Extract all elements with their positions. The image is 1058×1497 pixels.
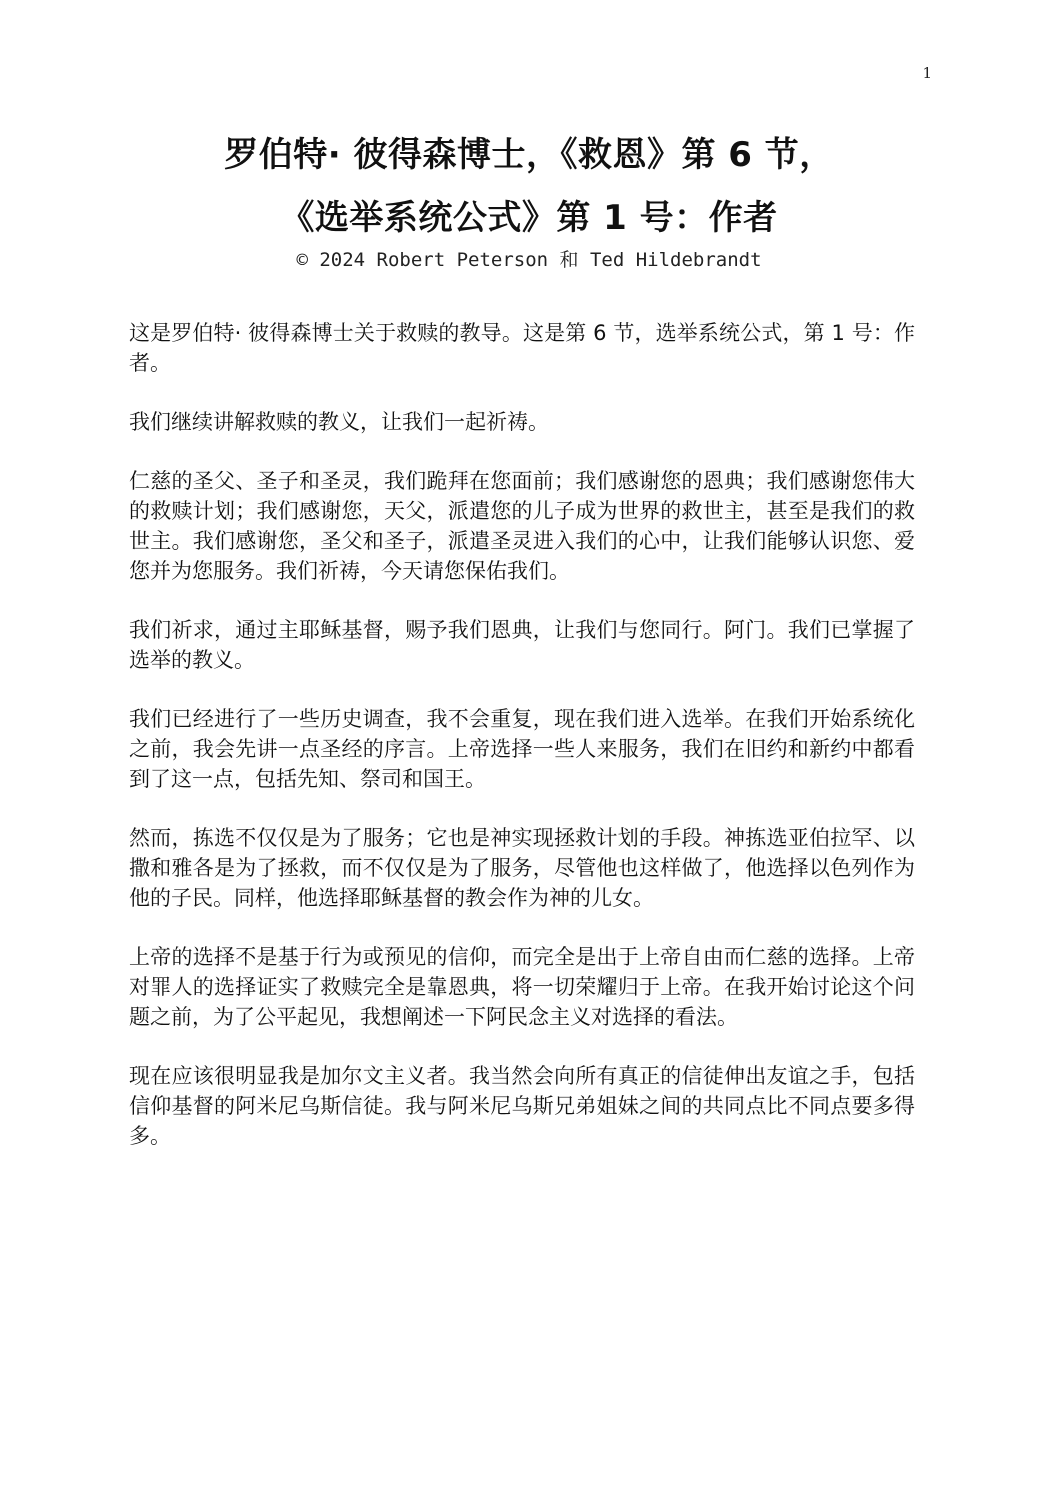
- paragraph: 仁慈的圣父、圣子和圣灵，我们跪拜在您面前；我们感谢您的恩典；我们感谢您伟大的救赎计划；我们感谢您，天父，派遣您的儿子成为世界的救世主，甚至是我们的救世主。我们感谢您，圣父和圣子，派遣圣灵进入我们的心中，让我们能够认识您、爱您并为您服务。我们祈祷，今天请您保佑我们。: [129, 469, 915, 583]
- paragraph: 上帝的选择不是基于行为或预见的信仰，而完全是出于上帝自由而仁慈的选择。上帝对罪人的选择证实了救赎完全是靠恩典，将一切荣耀归于上帝。在我开始讨论这个问题之前，为了公平起见，我想阐述一下阿民念主义对选择的看法。: [129, 945, 915, 1029]
- paragraph: 我们祈求，通过主耶稣基督，赐予我们恩典，让我们与您同行。阿门。我们已掌握了选举的教义。: [129, 618, 915, 672]
- title-line-1: 罗伯特· 彼得森博士，《救恩》第 6 节，: [224, 135, 834, 175]
- page-number: 1: [922, 64, 932, 82]
- paragraph: 然而，拣选不仅仅是为了服务；它也是神实现拯救计划的手段。神拣选亚伯拉罕、以撒和雅各是为了拯救，而不仅仅是为了服务，尽管他也这样做了，他选择以色列作为他的子民。同样，他选择耶稣基督的教会作为神的儿女。: [129, 826, 915, 910]
- title-line-2: 《选举系统公式》第 1 号：作者: [280, 198, 778, 238]
- paragraph: 我们已经进行了一些历史调查，我不会重复，现在我们进入选举。在我们开始系统化之前，我会先讲一点圣经的序言。上帝选择一些人来服务，我们在旧约和新约中都看到了这一点，包括先知、祭司和国王。: [129, 707, 915, 791]
- paragraph: 现在应该很明显我是加尔文主义者。我当然会向所有真正的信徒伸出友谊之手，包括信仰基督的阿米尼乌斯信徒。我与阿米尼乌斯兄弟姐妹之间的共同点比不同点要多得多。: [129, 1064, 915, 1148]
- copyright-notice: © 2024 Robert Peterson 和 Ted Hildebrandt: [296, 249, 762, 271]
- document-header: [0, 135, 1058, 272]
- paragraph: 这是罗伯特· 彼得森博士关于救赎的教导。这是第 6 节，选举系统公式，第 1 号：作者。: [129, 321, 915, 375]
- document-body: [129, 318, 915, 1180]
- paragraph: 我们继续讲解救赎的教义，让我们一起祈祷。: [129, 410, 549, 434]
